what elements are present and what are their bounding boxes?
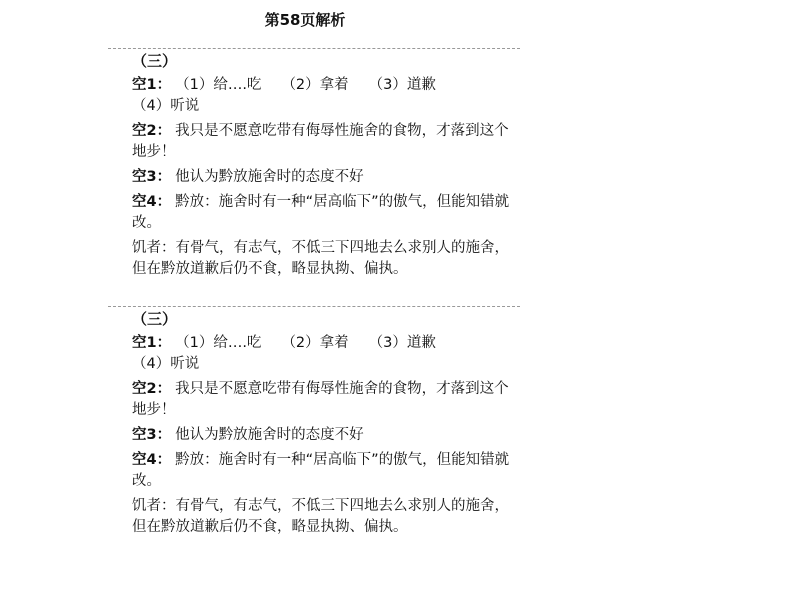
answer-item-4 bbox=[132, 192, 520, 234]
answer-option: （4）听说 bbox=[132, 356, 200, 372]
answer-item-3 bbox=[132, 425, 520, 446]
answer-text: 黔放：施舍时有一种“居高临下”的傲气，但能知错就改。 bbox=[132, 452, 510, 489]
page-title: 第58页解析 bbox=[264, 11, 346, 29]
answer-section bbox=[108, 48, 520, 284]
answer-label: 空4： bbox=[132, 452, 172, 468]
answer-item-5 bbox=[132, 238, 520, 280]
answer-label: 空1： bbox=[132, 77, 172, 93]
answer-text: 他认为黔放施舍时的态度不好 bbox=[175, 169, 364, 185]
answer-text: 饥者：有骨气，有志气，不低三下四地去么求别人的施舍，但在黔放道歉后仍不食，略显执拗、偏执。 bbox=[132, 498, 509, 535]
section-heading: （三） bbox=[132, 52, 178, 70]
section-heading: （三） bbox=[132, 310, 178, 328]
answer-text: 我只是不愿意吃带有侮辱性施舍的食物，才落到这个地步！ bbox=[132, 123, 509, 160]
answer-option: （1）给….吃 bbox=[175, 77, 262, 93]
answer-label: 空2： bbox=[132, 381, 172, 397]
answer-option: （2）拿着 bbox=[281, 77, 349, 93]
answer-label: 空2： bbox=[132, 123, 172, 139]
answer-option: （3）道歉 bbox=[368, 335, 436, 351]
answer-label: 空4： bbox=[132, 194, 172, 210]
answer-option: （1）给….吃 bbox=[175, 335, 262, 351]
answer-text: 黔放：施舍时有一种“居高临下”的傲气，但能知错就改。 bbox=[132, 194, 510, 231]
answer-item-1 bbox=[132, 333, 520, 375]
answer-text: 他认为黔放施舍时的态度不好 bbox=[175, 427, 364, 443]
answer-label: 空1： bbox=[132, 335, 172, 351]
answer-item-3 bbox=[132, 167, 520, 188]
answer-option: （3）道歉 bbox=[368, 77, 436, 93]
answer-text: 饥者：有骨气，有志气，不低三下四地去么求别人的施舍，但在黔放道歉后仍不食，略显执拗、偏执。 bbox=[132, 240, 509, 277]
answer-section bbox=[108, 306, 520, 542]
answer-item-1 bbox=[132, 75, 520, 117]
answer-item-2 bbox=[132, 379, 520, 421]
answer-text: 我只是不愿意吃带有侮辱性施舍的食物，才落到这个地步！ bbox=[132, 381, 509, 418]
answer-item-4 bbox=[132, 450, 520, 492]
answer-item-2 bbox=[132, 121, 520, 163]
answer-label: 空3： bbox=[132, 169, 172, 185]
answer-item-5 bbox=[132, 496, 520, 538]
answer-option: （2）拿着 bbox=[281, 335, 349, 351]
answer-label: 空3： bbox=[132, 427, 172, 443]
answer-option: （4）听说 bbox=[132, 98, 200, 114]
